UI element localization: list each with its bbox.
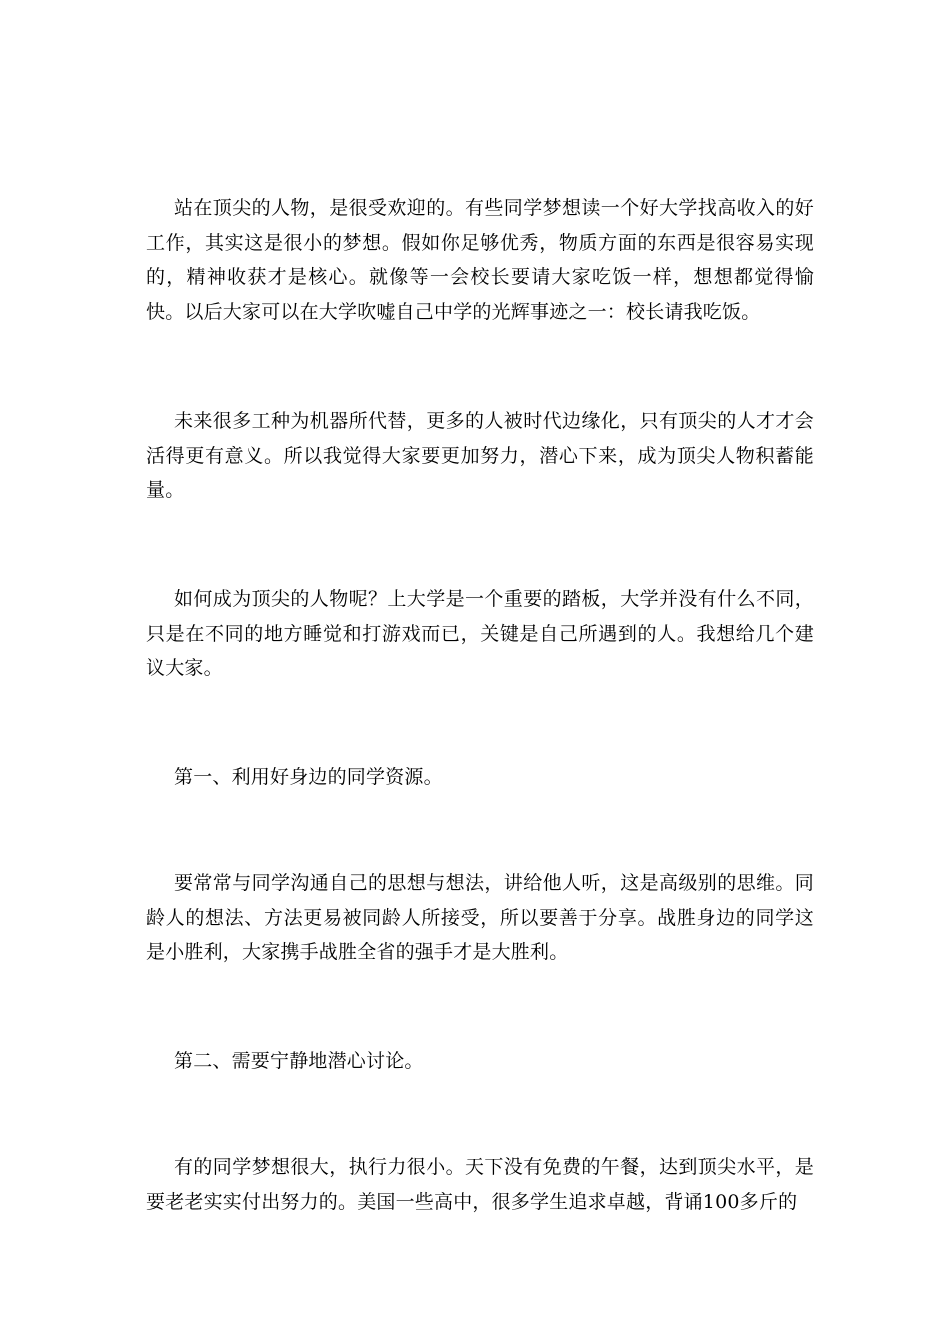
section-heading-2: 第二、需要宁静地潜心讨论。 (174, 1050, 424, 1072)
paragraph-3: 如何成为顶尖的人物呢？上大学是一个重要的踏板，大学并没有什么不同，只是在不同的地方睡觉和打游戏而已，关键是自己所遇到的人。我想给几个建议大家。 (146, 588, 814, 679)
section-heading-1: 第一、利用好身边的同学资源。 (174, 766, 443, 788)
paragraph-1: 站在顶尖的人物，是很受欢迎的。有些同学梦想读一个好大学找高收入的好工作，其实这是很小的梦想。假如你足够优秀，物质方面的东西是很容易实现的，精神收获才是核心。就像等一会校长要请大家吃饭一样，想想都觉得愉快。以后大家可以在大学吹嘘自己中学的光辉事迹之一：校长请我吃饭。 (146, 197, 814, 323)
paragraph-4: 要常常与同学沟通自己的思想与想法，讲给他人听，这是高级别的思维。同龄人的想法、方法更易被同龄人所接受，所以要善于分享。战胜身边的同学这是小胜利，大家携手战胜全省的强手才是大胜利。 (146, 872, 814, 963)
paragraph-2: 未来很多工种为机器所代替，更多的人被时代边缘化，只有顶尖的人才才会活得更有意义。所以我觉得大家要更加努力，潜心下来，成为顶尖人物积蓄能量。 (146, 410, 814, 501)
paragraph-5: 有的同学梦想很大，执行力很小。天下没有免费的午餐，达到顶尖水平，是要老老实实付出努力的。美国一些高中，很多学生追求卓越，背诵100多斤的 (146, 1156, 814, 1213)
